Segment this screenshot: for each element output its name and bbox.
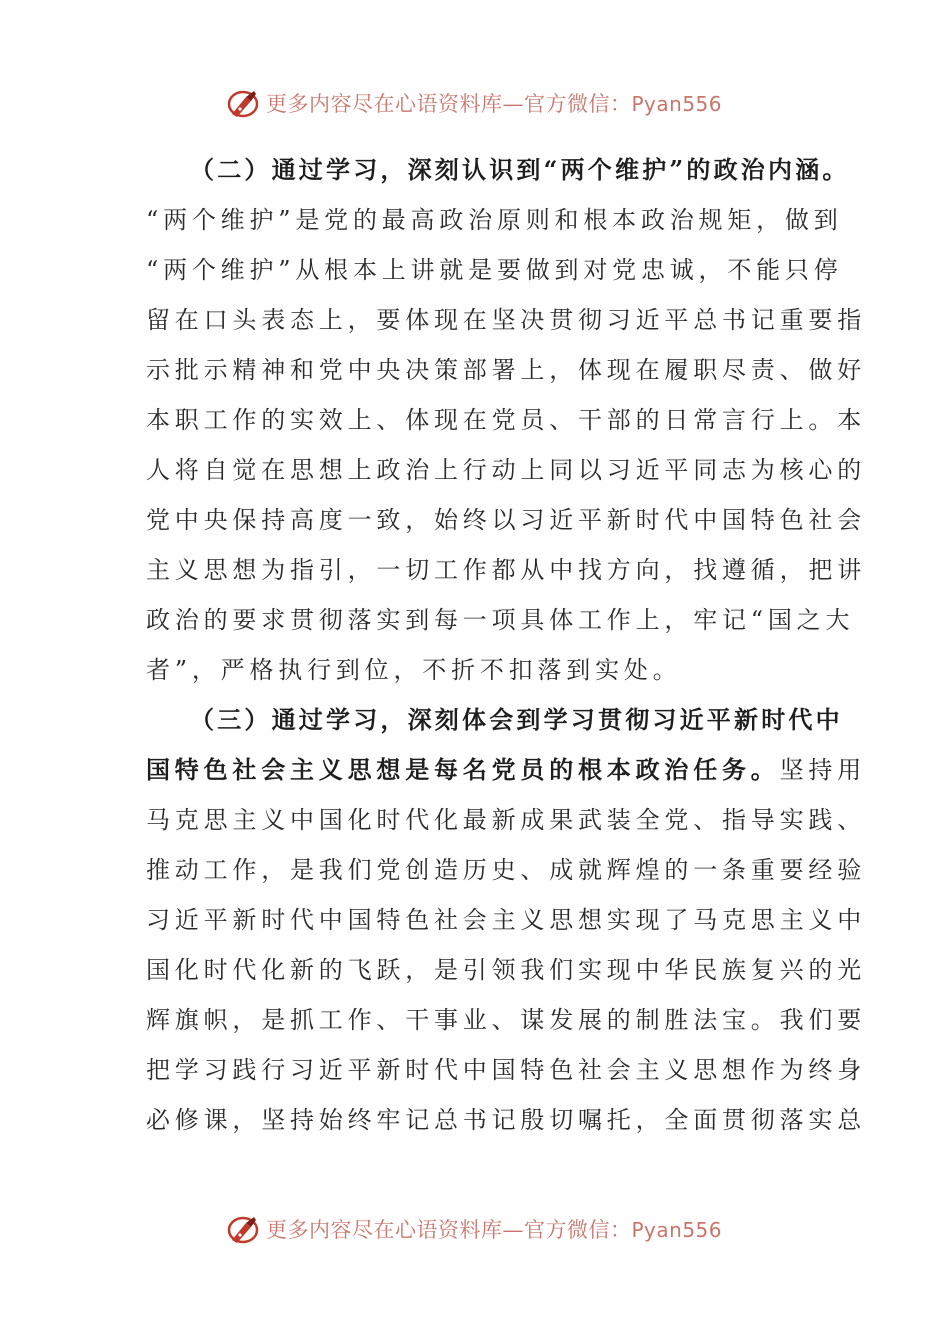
paragraph-line: “两个维护”是党的最高政治原则和根本政治规矩，做到 <box>146 206 843 234</box>
document-body <box>146 145 867 1145</box>
paragraph-line: 党中央保持高度一致，始终以习近平新时代中国特色社会 <box>146 506 866 534</box>
header-watermark <box>0 84 950 124</box>
paragraph-line: 示批示精神和党中央决策部署上，体现在履职尽责、做好 <box>146 356 866 384</box>
watermark-handle: Pyan556 <box>631 1218 723 1242</box>
paragraph-line: 主义思想为指引，一切工作都从中找方向，找遵循，把讲 <box>146 556 866 584</box>
heading-bold-tail: 国特色社会主义思想是每名党员的根本政治任务。 <box>146 755 780 784</box>
watermark-text: 更多内容尽在心语资料库—官方微信：Pyan556 <box>266 92 723 116</box>
paragraph-line: 留在口头表态上，要体现在坚决贯彻习近平总书记重要指 <box>146 306 866 334</box>
paragraph-line: 政治的要求贯彻落实到每一项具体工作上，牢记“国之大 <box>146 606 855 634</box>
paragraph-line: 推动工作，是我们党创造历史、成就辉煌的一条重要经验 <box>146 856 866 884</box>
paragraph-line: 辉旗帜，是抓工作、干事业、谋发展的制胜法宝。我们要 <box>146 1006 866 1034</box>
paragraph-line: 必修课，坚持始终牢记总书记殷切嘱托，全面贯彻落实总 <box>146 1106 866 1134</box>
pen-nib-seal-icon <box>226 1214 262 1246</box>
paragraph-line: 马克思主义中国化时代化最新成果武装全党、指导实践、 <box>146 806 866 834</box>
section-heading: （三）通过学习，深刻体会到学习贯彻习近平新时代中 <box>190 705 843 734</box>
paragraph-line: 习近平新时代中国特色社会主义思想实现了马克思主义中 <box>146 906 866 934</box>
watermark-handle: Pyan556 <box>631 92 723 116</box>
section-heading-continued <box>146 745 867 795</box>
pen-nib-seal-icon <box>226 88 262 120</box>
paragraph-line: 本职工作的实效上、体现在党员、干部的日常言行上。本 <box>146 406 866 434</box>
paragraph-line: 人将自觉在思想上政治上行动上同以习近平同志为核心的 <box>146 456 866 484</box>
paragraph-start: 坚持用 <box>779 756 867 784</box>
section-heading: （二）通过学习，深刻认识到“两个维护”的政治内涵。 <box>190 155 850 184</box>
paragraph-line: 者”，严格执行到位，不折不扣落到实处。 <box>146 656 682 684</box>
footer-watermark <box>0 1210 950 1250</box>
watermark-text: 更多内容尽在心语资料库—官方微信：Pyan556 <box>266 1218 723 1242</box>
paragraph-line: 把学习践行习近平新时代中国特色社会主义思想作为终身 <box>146 1056 866 1084</box>
paragraph-line: 国化时代化新的飞跃，是引领我们实现中华民族复兴的光 <box>146 956 866 984</box>
paragraph-line: “两个维护”从根本上讲就是要做到对党忠诚，不能只停 <box>146 256 843 284</box>
